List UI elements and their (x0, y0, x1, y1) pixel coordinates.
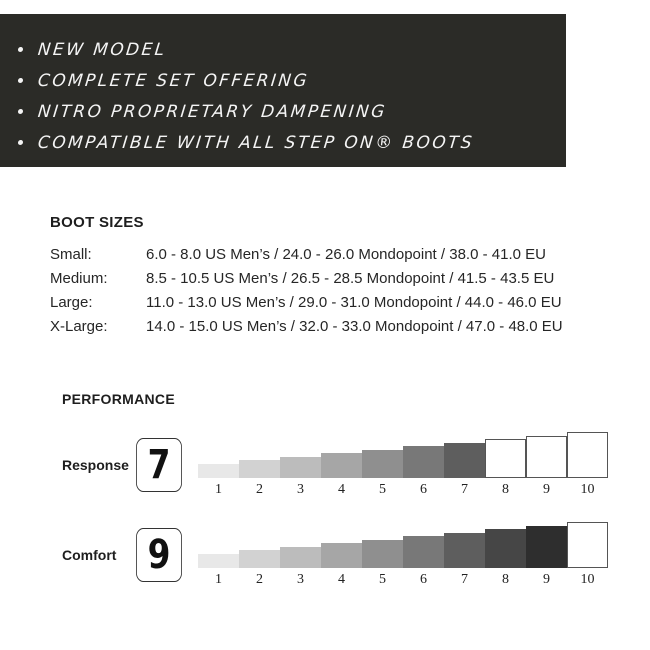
response-score-box: 7 (136, 438, 182, 492)
scale-tick-label: 4 (338, 482, 345, 497)
size-label: X-Large: (50, 317, 108, 335)
scale-tick-label: 1 (215, 482, 222, 497)
size-value: 8.5 - 10.5 US Men’s / 26.5 - 28.5 Mondopoint / 41.5 - 43.5 EU (146, 269, 555, 287)
response-rating-scale (198, 432, 608, 497)
scale-segment-3 (280, 457, 321, 478)
feature-text: COMPATIBLE WITH ALL STEP ON® BOOTS (36, 132, 476, 153)
scale-segment-10 (567, 432, 608, 478)
feature-item (16, 65, 567, 96)
scale-tick-label: 2 (256, 572, 263, 587)
feature-item (16, 127, 567, 158)
bullet-icon (18, 47, 24, 52)
scale-tick-label: 4 (338, 572, 345, 587)
scale-tick-label: 10 (580, 572, 595, 587)
scale-segment-5 (362, 450, 403, 478)
scale-segment-1 (198, 464, 239, 478)
scale-segment-9 (526, 436, 567, 478)
feature-item (16, 96, 567, 127)
scale-segment-4 (321, 453, 362, 478)
bullet-icon (18, 140, 24, 145)
response-label: Response (62, 457, 129, 473)
scale-tick-label: 9 (543, 482, 550, 497)
scale-tick-label: 9 (543, 572, 550, 587)
size-value: 14.0 - 15.0 US Men’s / 32.0 - 33.0 Mondopoint / 47.0 - 48.0 EU (146, 317, 563, 335)
comfort-score-box: 9 (136, 528, 182, 582)
scale-tick-label: 3 (297, 572, 304, 587)
scale-segment-2 (239, 460, 280, 478)
scale-segment-10 (567, 522, 608, 568)
scale-tick-label: 1 (215, 572, 222, 587)
size-row-medium (50, 267, 554, 289)
scale-segment-8 (485, 439, 526, 478)
scale-segment-2 (239, 550, 280, 568)
feature-item (16, 34, 567, 65)
features-banner (0, 14, 566, 167)
comfort-label: Comfort (62, 547, 117, 563)
size-label: Medium: (50, 269, 108, 287)
bullet-icon (18, 78, 24, 83)
scale-tick-label: 6 (420, 482, 427, 497)
scale-tick-label: 7 (461, 572, 468, 587)
size-label: Large: (50, 293, 93, 311)
features-list (0, 14, 566, 158)
scale-segment-3 (280, 547, 321, 568)
performance-title: PERFORMANCE (62, 391, 175, 407)
scale-tick-label: 7 (461, 482, 468, 497)
scale-segment-6 (403, 536, 444, 568)
feature-text: NEW MODEL (36, 39, 168, 60)
scale-segment-9 (526, 526, 567, 568)
scale-tick-label: 10 (580, 482, 595, 497)
feature-text: COMPLETE SET OFFERING (36, 70, 311, 91)
scale-segment-8 (485, 529, 526, 568)
size-row-xlarge (50, 315, 563, 337)
bullet-icon (18, 109, 24, 114)
scale-segment-6 (403, 446, 444, 478)
size-label: Small: (50, 245, 92, 263)
scale-segment-7 (444, 533, 485, 568)
scale-segment-7 (444, 443, 485, 478)
scale-segment-5 (362, 540, 403, 568)
scale-tick-label: 5 (379, 482, 386, 497)
size-value: 11.0 - 13.0 US Men’s / 29.0 - 31.0 Mondopoint / 44.0 - 46.0 EU (146, 293, 562, 311)
scale-tick-label: 5 (379, 572, 386, 587)
comfort-rating-scale (198, 522, 608, 587)
size-value: 6.0 - 8.0 US Men’s / 24.0 - 26.0 Mondopoint / 38.0 - 41.0 EU (146, 245, 546, 263)
feature-text: NITRO PROPRIETARY DAMPENING (36, 101, 388, 122)
scale-tick-label: 6 (420, 572, 427, 587)
scale-tick-label: 3 (297, 482, 304, 497)
boot-sizes-title: BOOT SIZES (50, 214, 144, 231)
size-row-large (50, 291, 562, 313)
scale-tick-label: 2 (256, 482, 263, 497)
scale-tick-label: 8 (502, 482, 509, 497)
scale-segment-4 (321, 543, 362, 568)
scale-tick-label: 8 (502, 572, 509, 587)
size-row-small (50, 243, 546, 265)
scale-segment-1 (198, 554, 239, 568)
